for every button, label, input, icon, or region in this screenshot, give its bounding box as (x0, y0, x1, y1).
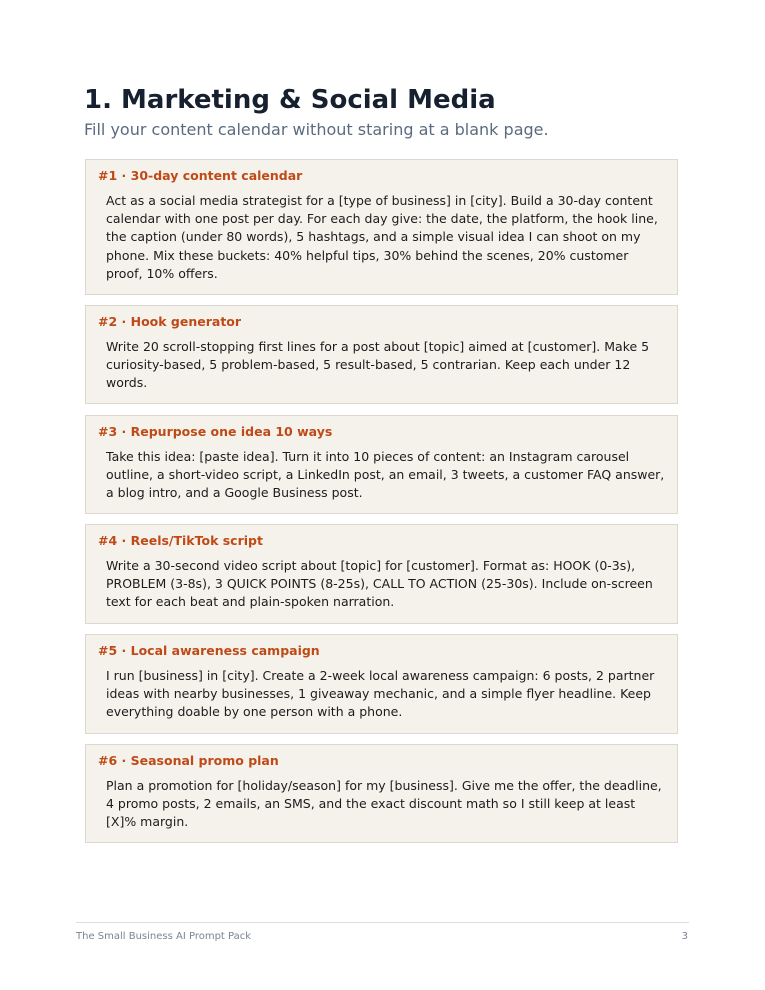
prompt-body: Write 20 scroll-stopping first lines for a post about [topic] aimed at [customer]. Make 5 curiosity-based, 5 problem-based, 5 result-based, 5 contrarian. Keep each under 12 words. (106, 339, 650, 391)
prompt-body: Write a 30-second video script about [topic] for [customer]. Format as: HOOK (0-3s), PROBLEM (3-8s), 3 QUICK POINTS (8-25s), CALL TO ACTION (25-30s). Include on-screen text for each beat and plain-spoken narration. (106, 558, 653, 610)
prompt-body: Plan a promotion for [holiday/season] for my [business]. Give me the offer, the deadline, 4 promo posts, 2 emails, an SMS, and the exact discount math so I still keep at least [X]% margin. (106, 778, 662, 830)
footer-document-title: The Small Business AI Prompt Pack (76, 931, 252, 942)
footer-page-number: 3 (681, 931, 688, 942)
prompt-card-4 (85, 524, 678, 624)
prompt-title: #4 · Reels/TikTok script (98, 533, 263, 548)
prompt-title: #3 · Repurpose one idea 10 ways (98, 424, 333, 439)
prompt-card-5 (85, 634, 678, 734)
prompt-card-3 (85, 415, 678, 514)
prompt-title: #6 · Seasonal promo plan (98, 753, 279, 768)
prompt-body: Take this idea: [paste idea]. Turn it into 10 pieces of content: an Instagram carousel outline, a short-video script, a LinkedIn post, an email, 3 tweets, a customer FAQ answer, a blog intro, and a Google Business post. (106, 449, 665, 501)
prompt-title: #2 · Hook generator (98, 314, 242, 329)
page-subtitle: Fill your content calendar without staring at a blank page. (84, 120, 549, 139)
prompt-card-2 (85, 305, 678, 404)
page-title: 1. Marketing & Social Media (84, 85, 496, 115)
prompt-title: #5 · Local awareness campaign (98, 643, 320, 658)
prompt-body: Act as a social media strategist for a [type of business] in [city]. Build a 30-day content calendar with one post per day. For each day give: the date, the platform, the hook line, the caption (under 80 words), 5 hashtags, and a simple visual idea I can shoot on my phone. Mix these buckets: 40% helpful tips, 30% behind the scenes, 20% customer proof, 10% offers. (106, 193, 658, 281)
prompt-body: I run [business] in [city]. Create a 2-week local awareness campaign: 6 posts, 2 partner ideas with nearby businesses, 1 giveaway mechanic, and a simple flyer headline. Keep everything doable by one person with a phone. (106, 668, 655, 720)
prompt-title: #1 · 30-day content calendar (98, 168, 303, 183)
footer-divider (76, 922, 689, 923)
prompt-card-1 (85, 159, 678, 295)
prompt-card-6 (85, 744, 678, 843)
